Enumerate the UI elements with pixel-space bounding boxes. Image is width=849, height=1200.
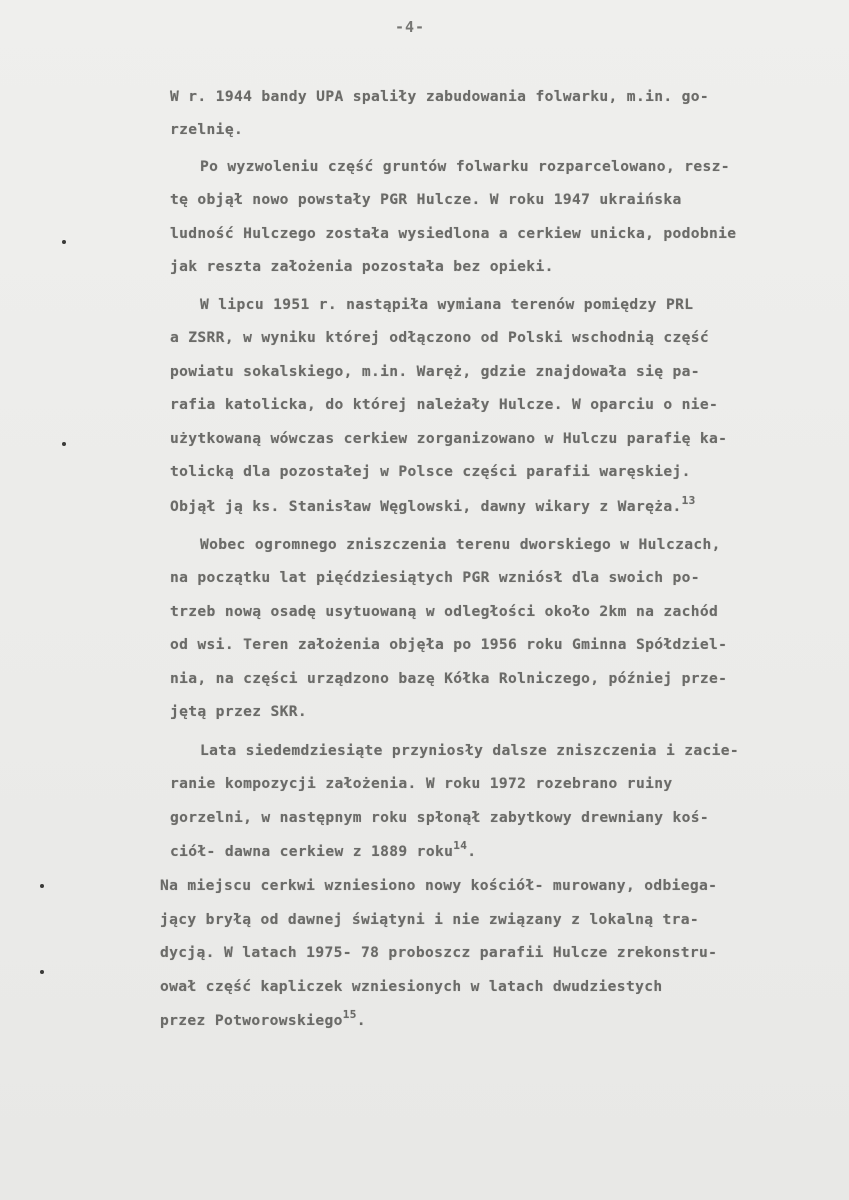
line-text: rafia katolicka, do której należały Hulcze. W oparciu o nie- (170, 396, 719, 413)
line-tail: . (356, 1012, 366, 1029)
line-text: jak reszta założenia pozostała bez opieki. (170, 258, 554, 275)
page-number: -4- (395, 18, 426, 36)
text-line (170, 809, 709, 826)
line-text: jętą przez SKR. (170, 703, 308, 720)
text-line (160, 911, 699, 928)
text-line (170, 258, 554, 275)
line-text: a ZSRR, w wyniku której odłączono od Polski wschodnią część (170, 329, 710, 346)
line-text: nia, na części urządzono bazę Kółka Rolniczego, później prze- (170, 670, 728, 687)
text-line (170, 225, 736, 242)
footnote-ref: 15 (342, 1008, 357, 1021)
line-text: ował część kapliczek wzniesionych w latach dwudziestych (160, 978, 663, 995)
margin-mark (40, 970, 44, 974)
line-text: przez Potworowskiego (160, 1012, 343, 1029)
text-line (170, 703, 307, 720)
text-line (170, 463, 691, 480)
line-text: Wobec ogromnego zniszczenia terenu dworskiego w Hulczach, (200, 536, 721, 553)
text-line (170, 670, 727, 687)
line-text: gorzelni, w następnym roku spłonął zabytkowy drewniany koś- (170, 809, 710, 826)
text-line (200, 158, 730, 175)
line-text: tolicką dla pozostałej w Polsce części parafii waręskiej. (170, 463, 691, 480)
text-line (200, 536, 721, 553)
line-text: Objął ją ks. Stanisław Węglowski, dawny wikary z Waręża. (170, 498, 682, 515)
line-text: W r. 1944 bandy UPA spaliły zabudowania folwarku, m.in. go- (170, 88, 710, 105)
text-line (170, 636, 727, 653)
text-line (170, 775, 673, 792)
line-text: użytkowaną wówczas cerkiew zorganizowano w Hulczu parafię ka- (170, 430, 728, 447)
text-line (170, 121, 243, 138)
line-tail: . (467, 843, 477, 860)
line-text: ludność Hulczego została wysiedlona a cerkiew unicka, podobnie (170, 225, 737, 242)
text-line (170, 839, 477, 860)
line-text: Po wyzwoleniu część gruntów folwarku rozparcelowano, resz- (200, 158, 730, 175)
margin-mark (62, 442, 66, 446)
margin-mark (40, 884, 44, 888)
text-line (170, 363, 700, 380)
line-text: powiatu sokalskiego, m.in. Waręż, gdzie znajdowała się pa- (170, 363, 700, 380)
text-line (200, 742, 739, 759)
footnote-ref: 14 (453, 839, 468, 852)
text-line (170, 191, 682, 208)
line-text: od wsi. Teren założenia objęła po 1956 roku Gminna Spółdziel- (170, 636, 728, 653)
text-line (160, 944, 717, 961)
text-line (170, 494, 696, 515)
line-text: dycją. W latach 1975- 78 proboszcz parafii Hulcze zrekonstru- (160, 944, 718, 961)
line-text: jący bryłą od dawnej świątyni i nie związany z lokalną tra- (160, 911, 700, 928)
line-text: ciół- dawna cerkiew z 1889 roku (170, 843, 454, 860)
line-text: ranie kompozycji założenia. W roku 1972 rozebrano ruiny (170, 775, 673, 792)
line-text: na początku lat pięćdziesiątych PGR wzniósł dla swoich po- (170, 569, 700, 586)
footnote-ref: 13 (681, 494, 696, 507)
text-line (170, 88, 709, 105)
text-line (170, 329, 709, 346)
text-line (160, 978, 663, 995)
text-line (160, 1008, 366, 1029)
text-line (160, 877, 717, 894)
line-text: Na miejscu cerkwi wzniesiono nowy kościół- murowany, odbiega- (160, 877, 718, 894)
line-text: rzelnię. (170, 121, 244, 138)
text-line (170, 396, 718, 413)
margin-mark (62, 240, 66, 244)
line-text: tę objął nowo powstały PGR Hulcze. W roku 1947 ukraińska (170, 191, 682, 208)
text-line (170, 603, 718, 620)
text-line (170, 569, 700, 586)
text-line (170, 430, 727, 447)
line-text: trzeb nową osadę usytuowaną w odległości około 2km na zachód (170, 603, 719, 620)
text-line (200, 296, 693, 313)
line-text: W lipcu 1951 r. nastąpiła wymiana terenów pomiędzy PRL (200, 296, 694, 313)
line-text: Lata siedemdziesiąte przyniosły dalsze zniszczenia i zacie- (200, 742, 740, 759)
